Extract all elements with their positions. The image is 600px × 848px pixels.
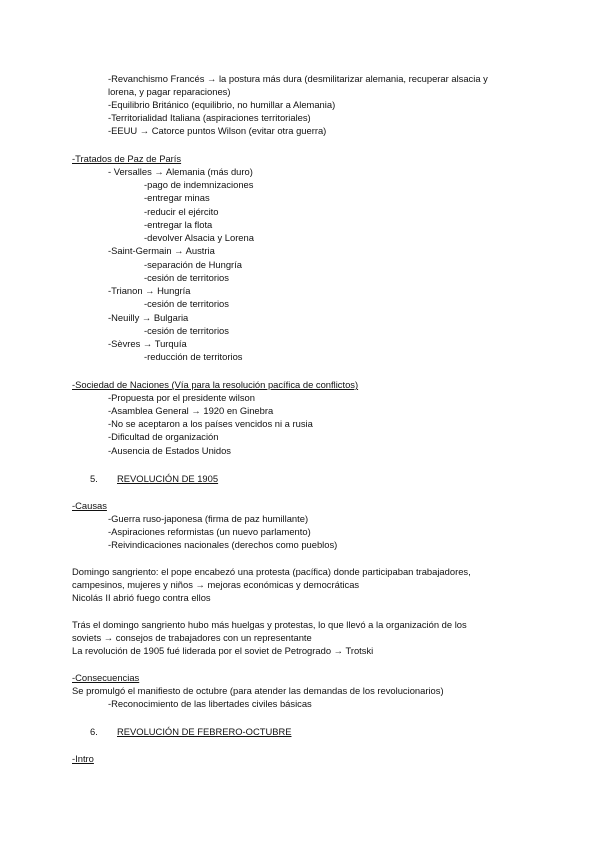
- tratado-sevres: -Sèvres → Turquía: [108, 338, 187, 349]
- section-5-heading: [90, 472, 218, 485]
- intro-heading: -Intro: [72, 753, 94, 764]
- tratados-heading: -Tratados de Paz de París: [72, 153, 182, 164]
- section-6-number: 6.: [90, 726, 98, 737]
- versalles-item: -entregar la flota: [144, 219, 213, 230]
- intro-item-territorialidad: -Territorialidad Italiana (aspiraciones territoriales): [108, 112, 311, 123]
- sociedad-item: -Ausencia de Estados Unidos: [108, 445, 231, 456]
- sociedad-item: -Asamblea General → 1920 en Ginebra: [108, 405, 274, 416]
- saint-germain-item: -cesión de territorios: [144, 272, 229, 283]
- intro-item-revanchismo: -Revanchismo Francés → la postura más dura (desmilitarizar alemania, recuperar alsacia y: [108, 73, 488, 84]
- versalles-item: -pago de indemnizaciones: [144, 179, 254, 190]
- domingo-paragraph-line: campesinos, mujeres y niños → mejoras económicas y democráticas: [72, 579, 360, 590]
- section-5-number: 5.: [90, 473, 98, 484]
- saint-germain-item: -separación de Hungría: [144, 259, 242, 270]
- domingo-paragraph-line: Nicolás II abrió fuego contra ellos: [72, 592, 211, 603]
- versalles-item: -devolver Alsacia y Lorena: [144, 232, 254, 243]
- soviets-paragraph-line: soviets → consejos de trabajadores con un representante: [72, 632, 312, 643]
- sociedad-item: -No se aceptaron a los países vencidos ni a rusia: [108, 418, 313, 429]
- causas-item: -Reivindicaciones nacionales (derechos como pueblos): [108, 539, 338, 550]
- section-6-heading: [90, 725, 292, 738]
- tratado-neuilly: -Neuilly → Bulgaria: [108, 312, 189, 323]
- sociedad-item: -Dificultad de organización: [108, 431, 219, 442]
- consecuencias-item: -Reconocimiento de las libertades civiles básicas: [108, 698, 312, 709]
- consecuencias-line: Se promulgó el manifiesto de octubre (para atender las demandas de los revolucionarios): [72, 685, 444, 696]
- neuilly-item: -cesión de territorios: [144, 325, 229, 336]
- tratado-trianon: -Trianon → Hungría: [108, 285, 191, 296]
- intro-item-revanchismo-cont: lorena, y pagar reparaciones): [108, 86, 231, 97]
- intro-item-equilibrio: -Equilibrio Británico (equilibrio, no humillar a Alemania): [108, 99, 336, 110]
- consecuencias-heading: -Consecuencias: [72, 672, 140, 683]
- tratado-saint-germain: -Saint-Germain → Austria: [108, 245, 215, 256]
- section-5-title: REVOLUCIÓN DE 1905: [117, 473, 219, 484]
- trianon-item: -cesión de territorios: [144, 298, 229, 309]
- versalles-item: -entregar minas: [144, 192, 210, 203]
- soviets-paragraph-line: La revolución de 1905 fué liderada por el soviet de Petrogrado → Trotski: [72, 645, 374, 656]
- sociedad-heading: -Sociedad de Naciones (Vía para la resolución pacífica de conflictos): [72, 379, 359, 390]
- sociedad-item: -Propuesta por el presidente wilson: [108, 392, 255, 403]
- causas-item: -Guerra ruso-japonesa (firma de paz humillante): [108, 513, 309, 524]
- section-6-title: REVOLUCIÓN DE FEBRERO-OCTUBRE: [117, 726, 292, 737]
- causas-item: -Aspiraciones reformistas (un nuevo parlamento): [108, 526, 311, 537]
- tratado-versalles: - Versalles → Alemania (más duro): [108, 166, 253, 177]
- soviets-paragraph-line: Trás el domingo sangriento hubo más huelgas y protestas, lo que llevó a la organización de los: [72, 619, 467, 630]
- versalles-item: -reducir el ejército: [144, 206, 219, 217]
- intro-item-eeuu: -EEUU → Catorce puntos Wilson (evitar otra guerra): [108, 125, 327, 136]
- causas-heading: -Causas: [72, 500, 107, 511]
- sevres-item: -reducción de territorios: [144, 351, 243, 362]
- domingo-paragraph-line: Domingo sangriento: el pope encabezó una protesta (pacífica) donde participaban trabajadores,: [72, 566, 471, 577]
